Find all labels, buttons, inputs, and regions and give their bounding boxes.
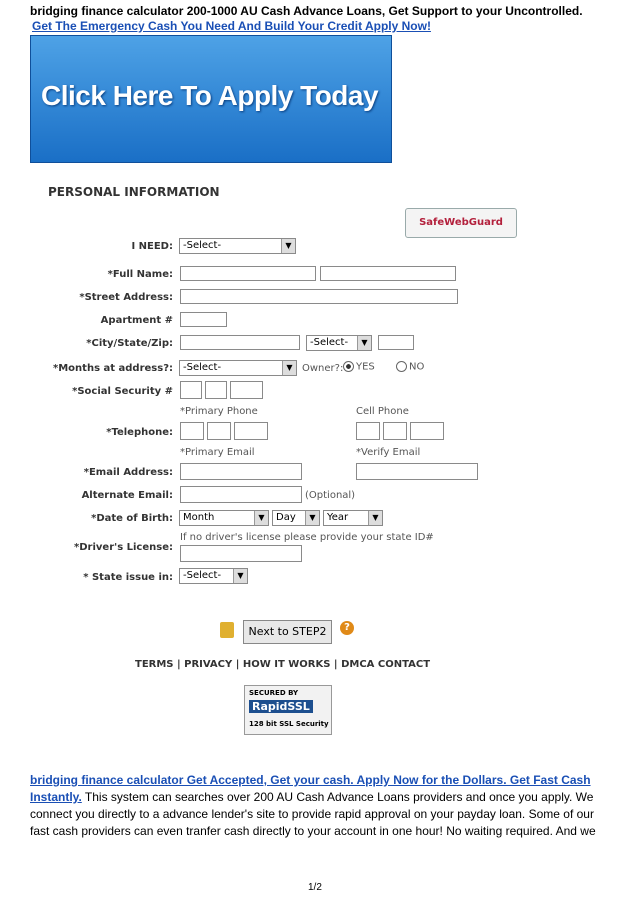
- last-name-input[interactable]: [320, 266, 456, 281]
- cell-phone-label: Cell Phone: [356, 406, 409, 417]
- dob-label: *Date of Birth:: [91, 513, 173, 524]
- apartment-label: Apartment #: [100, 315, 173, 326]
- email-label: *Email Address:: [83, 467, 173, 478]
- full-name-label: *Full Name:: [107, 269, 173, 280]
- cell-line-input[interactable]: [410, 422, 444, 440]
- help-icon[interactable]: ?: [340, 621, 354, 635]
- optional-note: (Optional): [305, 490, 356, 501]
- ssn-input-3[interactable]: [230, 381, 263, 399]
- city-input[interactable]: [180, 335, 300, 350]
- zip-input[interactable]: [378, 335, 414, 350]
- city-state-zip-label: *City/State/Zip:: [86, 338, 173, 349]
- months-select[interactable]: -Select- ▼: [179, 360, 297, 376]
- state-issue-select[interactable]: -Select- ▼: [179, 568, 248, 584]
- phone-line-input[interactable]: [234, 422, 268, 440]
- license-label: *Driver's License:: [74, 542, 173, 553]
- owner-no-radio[interactable]: NO: [396, 361, 424, 373]
- body-link[interactable]: bridging finance calculator Get Accepted, Get your cash. Apply Now for the Dollars. Get Fast Cash Instantly.: [30, 773, 591, 804]
- ssn-input-2[interactable]: [205, 381, 227, 399]
- alt-email-input[interactable]: [180, 486, 302, 503]
- loan-form-image: [30, 170, 503, 750]
- phone-prefix-input[interactable]: [207, 422, 231, 440]
- verify-email-label: *Verify Email: [356, 447, 421, 458]
- email-input[interactable]: [180, 463, 302, 480]
- ssn-input-1[interactable]: [180, 381, 202, 399]
- primary-email-label: *Primary Email: [180, 447, 255, 458]
- radio-selected-icon: [343, 361, 354, 372]
- primary-phone-label: *Primary Phone: [180, 406, 258, 417]
- ssl-bits-text: 128 bit SSL Security: [249, 720, 329, 728]
- dob-day-select[interactable]: Day ▼: [272, 510, 320, 526]
- dob-month-select[interactable]: Month ▼: [179, 510, 269, 526]
- dob-year-select[interactable]: Year ▼: [323, 510, 383, 526]
- owner-yes-radio[interactable]: YES: [343, 361, 375, 373]
- page-number: 1/2: [308, 882, 322, 893]
- state-select[interactable]: -Select- ▼: [306, 335, 372, 351]
- owner-label: Owner?:: [302, 363, 344, 374]
- page-title: bridging finance calculator 200-1000 AU Cash Advance Loans, Get Support to your Uncontrolled.: [30, 4, 583, 18]
- state-issue-label: * State issue in:: [83, 572, 173, 583]
- body-text: This system can searches over 200 AU Cash Advance Loans providers and once you apply. We connect you directly to a advance lender's site to provide rapid approval on your payday loan. Some of our fast cash providers can even tranfer cash directly to your account in one hour! No waiting required. And we: [30, 790, 596, 838]
- apply-now-link[interactable]: Get The Emergency Cash You Need And Build Your Credit Apply Now!: [32, 19, 431, 33]
- radio-empty-icon: [396, 361, 407, 372]
- telephone-label: *Telephone:: [106, 427, 173, 438]
- license-input[interactable]: [180, 545, 302, 562]
- street-label: *Street Address:: [79, 292, 173, 303]
- cell-prefix-input[interactable]: [383, 422, 407, 440]
- ssn-label: *Social Security #: [72, 386, 173, 397]
- first-name-input[interactable]: [180, 266, 316, 281]
- need-select[interactable]: -Select- ▼: [179, 238, 296, 254]
- verify-email-input[interactable]: [356, 463, 478, 480]
- apply-banner-button[interactable]: [30, 35, 392, 163]
- next-step-button[interactable]: Next to STEP2: [243, 620, 332, 644]
- banner-text: Click Here To Apply Today: [41, 80, 379, 111]
- lock-icon: [220, 622, 234, 638]
- street-input[interactable]: [180, 289, 458, 304]
- footer-links[interactable]: TERMS | PRIVACY | HOW IT WORKS | DMCA CONTACT: [135, 659, 431, 670]
- body-paragraph: [30, 772, 610, 840]
- need-label: I NEED:: [131, 241, 173, 252]
- apartment-input[interactable]: [180, 312, 227, 327]
- form-heading: PERSONAL INFORMATION: [48, 185, 220, 199]
- cell-area-input[interactable]: [356, 422, 380, 440]
- ssl-secured-text: SECURED BY: [249, 689, 299, 697]
- months-label: *Months at address?:: [53, 363, 173, 374]
- phone-area-input[interactable]: [180, 422, 204, 440]
- alt-email-label: Alternate Email:: [81, 490, 173, 501]
- ssl-brand-text: RapidSSL: [249, 700, 313, 713]
- rapidssl-badge: [244, 685, 332, 735]
- safewebguard-badge: SafeWebGuard: [405, 208, 517, 238]
- license-note: If no driver's license please provide your state ID#: [180, 532, 434, 543]
